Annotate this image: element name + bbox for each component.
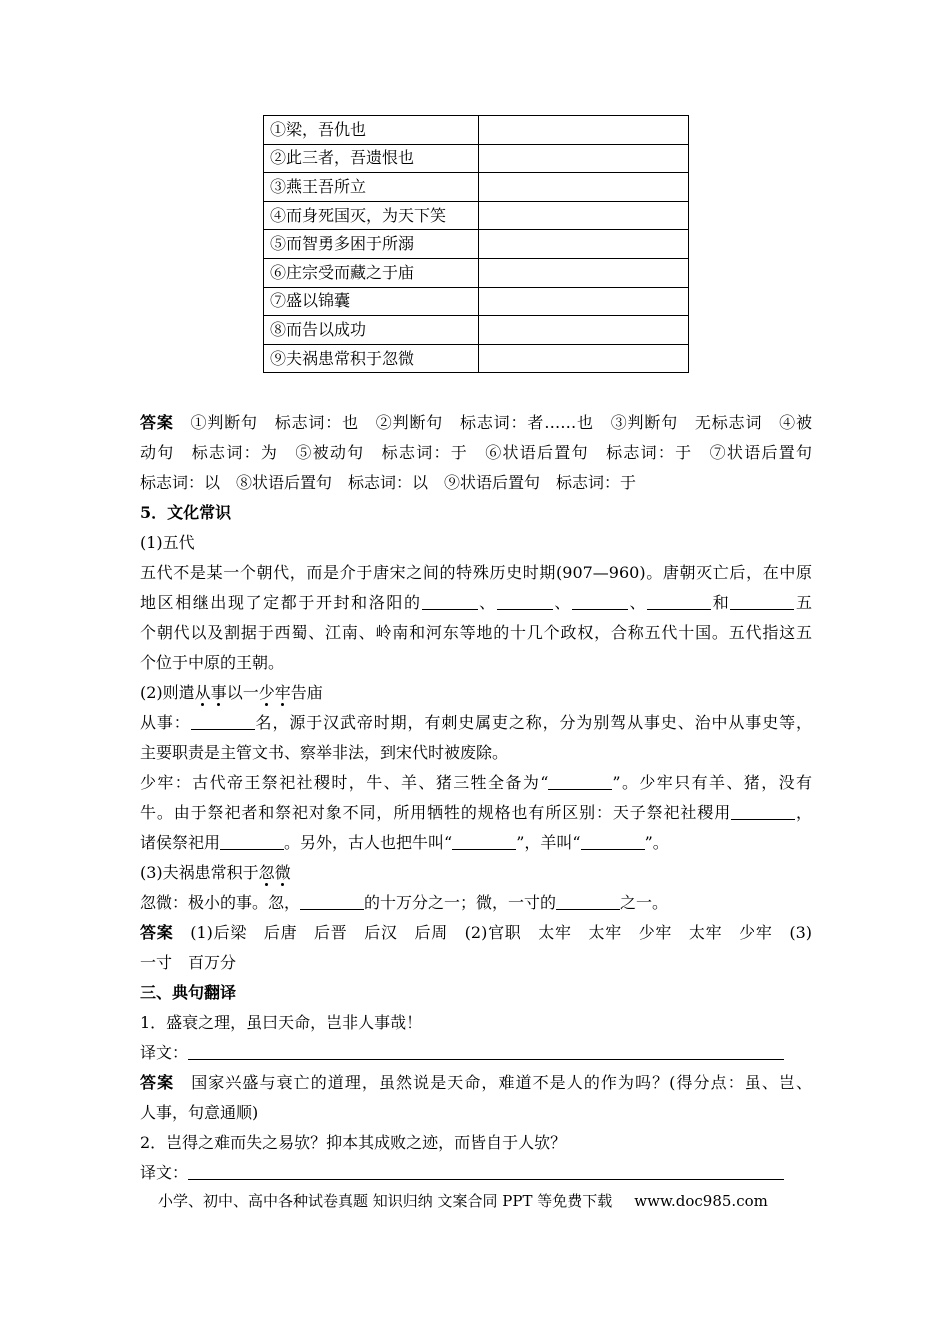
section-5-sub-2: (2)则遣从事以一少牢告庙 xyxy=(140,683,323,702)
section-5-sub-3: (3)夫祸患常积于忽微 xyxy=(140,863,291,882)
answer-cell[interactable] xyxy=(479,173,689,202)
blank[interactable] xyxy=(647,591,711,610)
sentence-cell: ①梁，吾仇也 xyxy=(264,116,479,145)
document-body xyxy=(140,408,812,1188)
translation-blank[interactable] xyxy=(188,1041,784,1060)
sentence-cell: ⑥庄宗受而藏之于庙 xyxy=(264,258,479,287)
table-row xyxy=(264,116,689,145)
blank[interactable] xyxy=(730,591,794,610)
translation-2-line: 译文： xyxy=(140,1158,812,1188)
table-row xyxy=(264,316,689,345)
answer-2-line-1: 答案 (1)后梁 后唐 后晋 后汉 后周 (2)官职 太牢 太牢 少牢 太牢 少牢 (3) xyxy=(140,923,812,942)
section-5-title: 5．文化常识 xyxy=(140,503,232,522)
huwei-line: 忽微：极小的事。忽， 的十万分之一；微，一寸的 之一。 xyxy=(140,893,669,912)
table-row xyxy=(264,201,689,230)
question-2: 2．岂得之难而失之易欤？抑本其成败之迹，而皆自于人欤？ xyxy=(140,1133,567,1152)
sentence-cell: ⑨夫祸患常积于忽微 xyxy=(264,344,479,373)
wudai-para-line-3: 个朝代以及割据于西蜀、江南、岭南和河东等地的十几个政权，合称五代十国。五代指这五 xyxy=(140,623,812,642)
blank[interactable] xyxy=(497,591,553,610)
answer-1-line-1: 答案 ①判断句 标志词：也 ②判断句 标志词：者……也 ③判断句 无标志词 ④被 xyxy=(140,413,812,432)
shaolao-line-2: 牛。由于祭祀者和祭祀对象不同，所用牺牲的规格也有所区别：天子祭祀社稷用 ， xyxy=(140,803,812,822)
answer-cell[interactable] xyxy=(479,316,689,345)
sentence-cell: ⑦盛以锦囊 xyxy=(264,287,479,316)
page-footer xyxy=(158,1187,768,1215)
blank[interactable] xyxy=(220,831,284,850)
answer-cell[interactable] xyxy=(479,201,689,230)
sentence-cell: ④而身死国灭，为天下笑 xyxy=(264,201,479,230)
footer-url[interactable]: www.doc985.com xyxy=(634,1192,768,1210)
wudai-para-line-2: 地区相继出现了定都于开封和洛阳的 、 、 、 和 五 xyxy=(140,593,812,612)
answer-cell[interactable] xyxy=(479,287,689,316)
blank[interactable] xyxy=(300,891,364,910)
blank[interactable] xyxy=(548,771,612,790)
table-row xyxy=(264,344,689,373)
sentence-cell: ③燕王吾所立 xyxy=(264,173,479,202)
shaolao-line-3: 诸侯祭祀用 。另外，古人也把牛叫“ ”，羊叫“ ”。 xyxy=(140,833,669,852)
section-3-title: 三、典句翻译 xyxy=(140,983,237,1002)
answer-cell[interactable] xyxy=(479,344,689,373)
answer-cell[interactable] xyxy=(479,116,689,145)
translation-1-line: 译文： xyxy=(140,1038,812,1068)
answer-1-line-3: 标志词：以 ⑧状语后置句 标志词：以 ⑨状语后置句 标志词：于 xyxy=(140,473,637,492)
table-row xyxy=(264,173,689,202)
wudai-para-line-4: 个位于中原的王朝。 xyxy=(140,653,285,672)
blank[interactable] xyxy=(422,591,478,610)
blank[interactable] xyxy=(731,801,795,820)
sentence-table xyxy=(263,115,689,373)
question-1: 1．盛衰之理，虽曰天命，岂非人事哉！ xyxy=(140,1013,423,1032)
sentence-cell: ②此三者，吾遗恨也 xyxy=(264,144,479,173)
table-row xyxy=(264,287,689,316)
wudai-para-line-1: 五代不是某一个朝代，而是介于唐宋之间的特殊历史时期(907—960)。唐朝灭亡后，在中原 xyxy=(140,563,812,582)
translation-blank[interactable] xyxy=(188,1161,784,1180)
answer-cell[interactable] xyxy=(479,258,689,287)
table-row xyxy=(264,258,689,287)
blank[interactable] xyxy=(572,591,628,610)
answer-2-line-2: 一寸 百万分 xyxy=(140,953,237,972)
answer-3-line-1: 答案 国家兴盛与衰亡的道理，虽然说是天命，难道不是人的作为吗？(得分点：虽、岂、 xyxy=(140,1073,812,1092)
table-row xyxy=(264,144,689,173)
answer-3-line-2: 人事，句意通顺) xyxy=(140,1103,259,1122)
congshi-line-1: 从事： 名，源于汉武帝时期，有刺史属吏之称，分为别驾从事史、治中从事史等， xyxy=(140,713,812,732)
blank[interactable] xyxy=(452,831,516,850)
blank[interactable] xyxy=(581,831,645,850)
answer-cell[interactable] xyxy=(479,144,689,173)
blank[interactable] xyxy=(556,891,620,910)
answer-cell[interactable] xyxy=(479,230,689,259)
table-row xyxy=(264,230,689,259)
shaolao-line-1: 少牢：古代帝王祭祀社稷时，牛、羊、猪三牲全备为“ ”。少牢只有羊、猪，没有 xyxy=(140,773,812,792)
sentence-cell: ⑤而智勇多困于所溺 xyxy=(264,230,479,259)
answer-1-line-2: 动句 标志词：为 ⑤被动句 标志词：于 ⑥状语后置句 标志词：于 ⑦状语后置句 xyxy=(140,443,812,462)
section-5-sub-1: (1)五代 xyxy=(140,533,195,552)
footer-text: 小学、初中、高中各种试卷真题 知识归纳 文案合同 PPT 等免费下载 xyxy=(158,1192,613,1210)
congshi-line-2: 主要职责是主管文书、察举非法，到宋代时被废除。 xyxy=(140,743,509,762)
sentence-cell: ⑧而告以成功 xyxy=(264,316,479,345)
blank[interactable] xyxy=(191,711,255,730)
